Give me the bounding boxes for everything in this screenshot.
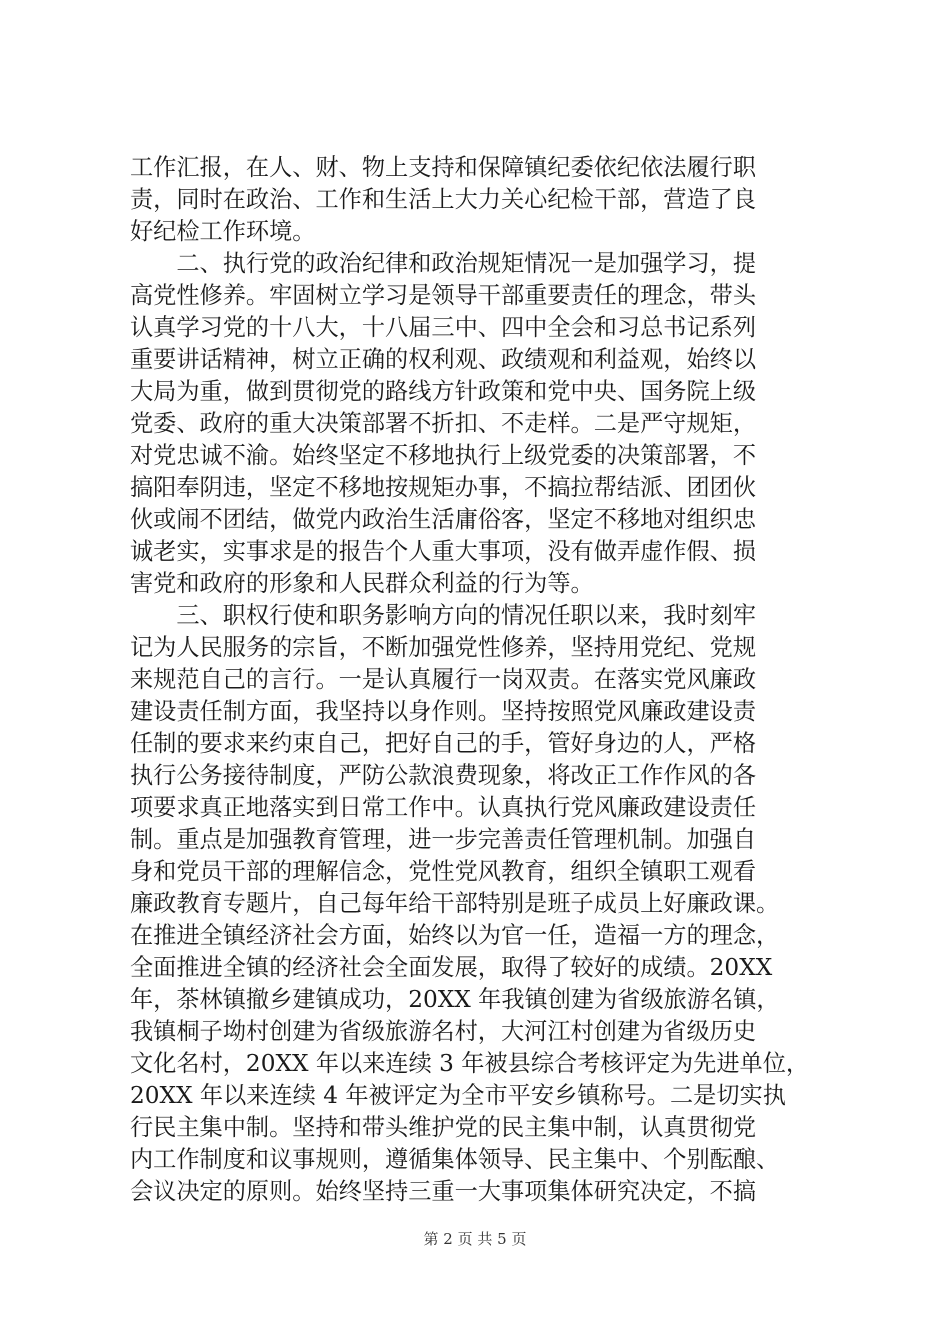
text-line: 害党和政府的形象和人民群众利益的行为等。 [130, 570, 594, 597]
text-line: 二、执行党的政治纪律和政治规矩情况一是加强学习，提 [130, 250, 757, 277]
text-line: 党委、政府的重大决策部署不折扣、不走样。二是严守规矩， [130, 410, 757, 437]
text-line: 制。重点是加强教育管理，进一步完善责任管理机制。加强自 [130, 826, 757, 853]
text-line: 工作汇报，在人、财、物上支持和保障镇纪委依纪依法履行职 [130, 154, 757, 181]
text-line: 20XX 年以来连续 4 年被评定为全市平安乡镇称号。二是切实执 [130, 1082, 786, 1109]
document-body [130, 152, 830, 1208]
text-line: 行民主集中制。坚持和带头维护党的民主集中制，认真贯彻党 [130, 1114, 757, 1141]
text-line: 搞阳奉阴违，坚定不移地按规矩办事，不搞拉帮结派、团团伙 [130, 474, 757, 501]
text-line: 执行公务接待制度，严防公款浪费现象，将改正工作作风的各 [130, 762, 757, 789]
text-line: 我镇桐子坳村创建为省级旅游名村，大河江村创建为省级历史 [130, 1018, 757, 1045]
text-line: 重要讲话精神，树立正确的权利观、政绩观和利益观，始终以 [130, 346, 757, 373]
text-line: 身和党员干部的理解信念，党性党风教育，组织全镇职工观看 [130, 858, 757, 885]
text-line: 责，同时在政治、工作和生活上大力关心纪检干部，营造了良 [130, 186, 757, 213]
text-line: 在推进全镇经济社会方面，始终以为官一任，造福一方的理念， [130, 922, 780, 949]
text-line: 高党性修养。牢固树立学习是领导干部重要责任的理念，带头 [130, 282, 757, 309]
text-line: 廉政教育专题片，自己每年给干部特别是班子成员上好廉政课。 [130, 890, 780, 917]
text-line: 诚老实，实事求是的报告个人重大事项，没有做弄虚作假、损 [130, 538, 757, 565]
page-number-label: 第 2 页 共 5 页 [423, 1230, 527, 1248]
text-line: 三、职权行使和职务影响方向的情况任职以来，我时刻牢 [130, 602, 757, 629]
text-line: 大局为重，做到贯彻党的路线方针政策和党中央、国务院上级 [130, 378, 757, 405]
text-line: 年，茶林镇撤乡建镇成功，20XX 年我镇创建为省级旅游名镇， [130, 986, 780, 1013]
text-line: 任制的要求来约束自己，把好自己的手，管好身边的人，严格 [130, 730, 757, 757]
text-line: 建设责任制方面，我坚持以身作则。坚持按照党风廉政建设责 [130, 698, 757, 725]
text-line: 对党忠诚不渝。始终坚定不移地执行上级党委的决策部署，不 [130, 442, 757, 469]
text-line: 项要求真正地落实到日常工作中。认真执行党风廉政建设责任 [130, 794, 757, 821]
text-line: 好纪检工作环境。 [130, 218, 316, 245]
text-line: 文化名村，20XX 年以来连续 3 年被县综合考核评定为先进单位， [130, 1050, 810, 1077]
text-line: 记为人民服务的宗旨，不断加强党性修养，坚持用党纪、党规 [130, 634, 757, 661]
text-line: 内工作制度和议事规则，遵循集体领导、民主集中、个别酝酿、 [130, 1146, 780, 1173]
page-footer [0, 1229, 950, 1249]
text-line: 会议决定的原则。始终坚持三重一大事项集体研究决定，不搞 [130, 1178, 757, 1205]
text-line: 认真学习党的十八大，十八届三中、四中全会和习总书记系列 [130, 314, 757, 341]
text-line: 全面推进全镇的经济社会全面发展，取得了较好的成绩。20XX [130, 954, 773, 981]
text-line: 来规范自己的言行。一是认真履行一岗双责。在落实党风廉政 [130, 666, 757, 693]
text-line: 伙或闹不团结，做党内政治生活庸俗客，坚定不移地对组织忠 [130, 506, 757, 533]
